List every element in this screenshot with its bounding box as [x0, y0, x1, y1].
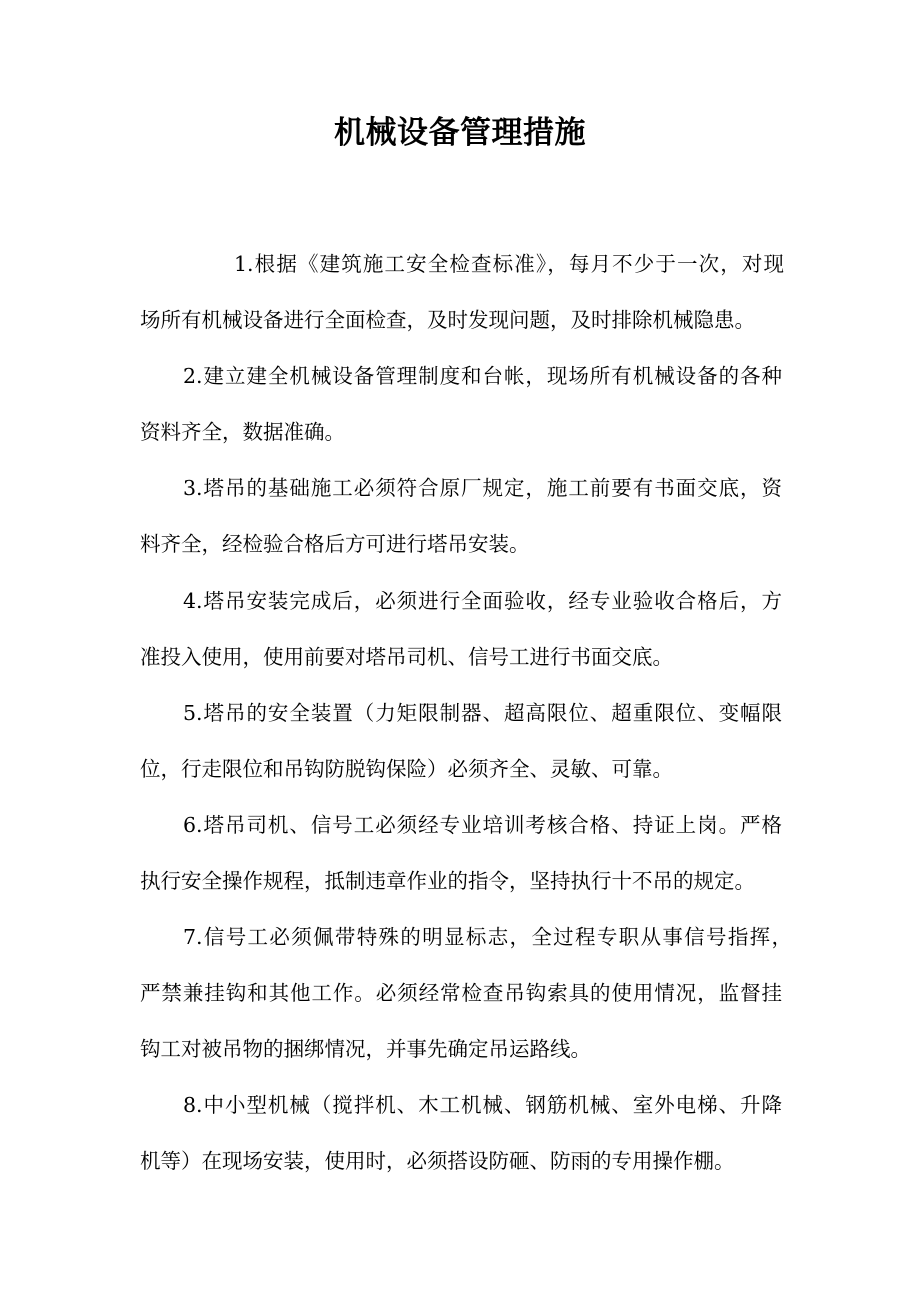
paragraph-7-line-2: 严禁兼挂钩和其他工作。必须经常检查吊钩索具的使用情况，监督挂 — [140, 981, 782, 1005]
paragraph-5-line-2: 位，行走限位和吊钩防脱钩保险）必须齐全、灵敏、可靠。 — [140, 757, 673, 781]
paragraph-2-line-2: 资料齐全，数据准确。 — [140, 420, 345, 444]
paragraph-7-line-1: 7.信号工必须佩带特殊的明显标志，全过程专职从事信号指挥， — [183, 925, 792, 949]
paragraph-4-line-1: 4.塔吊安装完成后，必须进行全面验收，经专业验收合格后，方 — [183, 589, 782, 613]
paragraph-3-line-2: 料齐全，经检验合格后方可进行塔吊安装。 — [140, 532, 530, 556]
paragraph-3-line-1: 3.塔吊的基础施工必须符合原厂规定，施工前要有书面交底，资 — [183, 476, 782, 500]
paragraph-2-line-1: 2.建立建全机械设备管理制度和台帐，现场所有机械设备的各种 — [183, 364, 782, 388]
paragraph-4-line-2: 准投入使用，使用前要对塔吊司机、信号工进行书面交底。 — [140, 645, 673, 669]
paragraph-6-line-2: 执行安全操作规程，抵制违章作业的指令，坚持执行十不吊的规定。 — [140, 869, 755, 893]
paragraph-6-line-1: 6.塔吊司机、信号工必须经专业培训考核合格、持证上岗。严格 — [183, 813, 782, 837]
paragraph-1-line-2: 场所有机械设备进行全面检查，及时发现问题，及时排除机械隐患。 — [140, 308, 755, 332]
paragraph-8-line-2: 机等）在现场安装，使用时，必须搭设防砸、防雨的专用操作棚。 — [140, 1149, 735, 1173]
paragraph-8-line-1: 8.中小型机械（搅拌机、木工机械、钢筋机械、室外电梯、升降 — [183, 1093, 782, 1117]
paragraph-5-line-1: 5.塔吊的安全装置（力矩限制器、超高限位、超重限位、变幅限 — [183, 701, 782, 725]
paragraph-1-line-1: 1.根据《建筑施工安全检查标准》，每月不少于一次，对现 — [234, 252, 784, 276]
paragraph-7-line-3: 钩工对被吊物的捆绑情况，并事先确定吊运路线。 — [140, 1037, 591, 1061]
document-title: 机械设备管理措施 — [334, 115, 586, 151]
